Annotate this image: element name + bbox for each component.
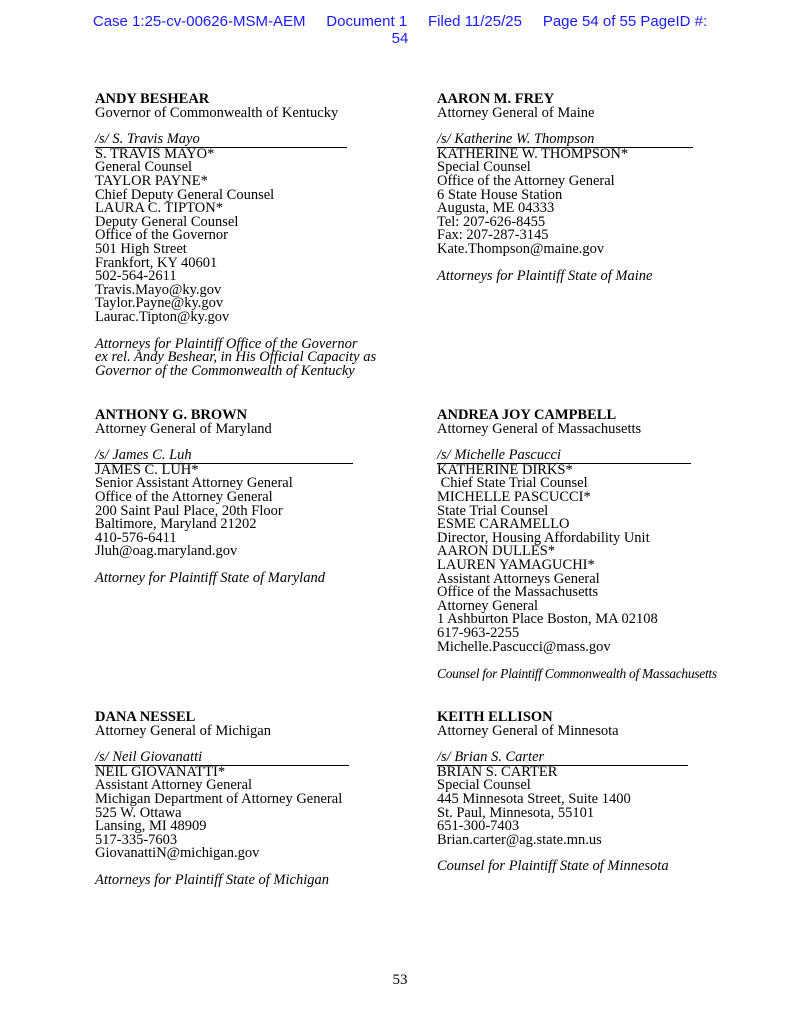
- detail-line: Chief State Trial Counsel: [437, 475, 588, 492]
- official-title: Governor of Commonwealth of Kentucky: [95, 104, 339, 121]
- detail-line: 501 High Street: [95, 240, 187, 257]
- email-line: Jluh@oag.maryland.gov: [95, 543, 238, 560]
- detail-line: Special Counsel: [437, 777, 531, 794]
- detail-line: Michigan Department of Attorney General: [95, 790, 343, 807]
- case-number: Case 1:25-cv-00626-MSM-AEM: [92, 13, 306, 30]
- detail-line: Tel: 207-626-8455: [437, 213, 546, 230]
- counsel-details: [95, 461, 425, 560]
- signature-line: /s/ S. Travis Mayo: [95, 133, 347, 148]
- detail-line: Frankfort, KY 40601: [95, 254, 218, 271]
- detail-line: Attorney General: [437, 597, 539, 614]
- detail-line: Baltimore, Maryland 21202: [95, 516, 257, 533]
- detail-line: General Counsel: [95, 159, 193, 176]
- email-line: Laurac.Tipton@ky.gov: [95, 308, 230, 325]
- official-name: KEITH ELLISON: [437, 709, 553, 725]
- signature-line: /s/ Brian S. Carter: [437, 751, 688, 766]
- signature-line: /s/ Neil Giovanatti: [95, 751, 349, 766]
- signature-block-maryland: [95, 409, 425, 586]
- email-line: Taylor.Payne@ky.gov: [95, 295, 224, 312]
- detail-line: LAURA C. TIPTON*: [95, 200, 223, 217]
- detail-line: 651-300-7403: [437, 818, 520, 835]
- detail-line: Deputy General Counsel: [95, 213, 239, 230]
- attorneys-for-line: Attorneys for Plaintiff Office of the Governor: [95, 335, 358, 352]
- detail-line: Assistant Attorneys General: [437, 570, 600, 587]
- detail-line: Office of the Attorney General: [95, 488, 273, 505]
- signature-line: /s/ Katherine W. Thompson: [437, 133, 693, 148]
- attorneys-for-line: Attorneys for Plaintiff State of Maine: [437, 267, 653, 284]
- attorneys-for: [437, 667, 767, 681]
- official-title: Attorney General of Maine: [437, 104, 595, 121]
- signature-block-kentucky: [95, 93, 425, 378]
- official-title: Attorney General of Maryland: [95, 420, 272, 437]
- detail-line: 517-335-7603: [95, 831, 178, 848]
- detail-line: 6 State House Station: [437, 186, 563, 203]
- counsel-details: [437, 145, 767, 257]
- document-header: [0, 13, 800, 47]
- signature-block-michigan: [95, 711, 425, 888]
- filed-date: Filed 11/25/25: [428, 13, 522, 30]
- detail-line: Special Counsel: [437, 159, 531, 176]
- attorneys-for-line: Counsel for Plaintiff Commonwealth of Massachusetts: [437, 666, 717, 682]
- counsel-details: [95, 145, 425, 325]
- detail-line: Senior Assistant Attorney General: [95, 475, 293, 492]
- detail-line: Office of the Massachusetts: [437, 584, 599, 601]
- attorneys-for: [95, 871, 425, 888]
- email-line: Kate.Thompson@maine.gov: [437, 240, 605, 257]
- detail-line: Office of the Attorney General: [437, 172, 615, 189]
- official-name: DANA NESSEL: [95, 709, 196, 725]
- attorneys-for: [95, 569, 425, 586]
- attorneys-for: [437, 860, 767, 874]
- detail-line: KATHERINE W. THOMPSON*: [437, 145, 629, 162]
- page-id: 54: [391, 30, 409, 47]
- attorneys-for-line: Attorneys for Plaintiff State of Michigan: [95, 871, 329, 888]
- official-name: ANDREA JOY CAMPBELL: [437, 407, 617, 423]
- official-name: ANTHONY G. BROWN: [95, 407, 248, 423]
- signature-line: /s/ James C. Luh: [95, 449, 353, 464]
- detail-line: Augusta, ME 04333: [437, 200, 555, 217]
- detail-line: 200 Saint Paul Place, 20th Floor: [95, 502, 283, 519]
- detail-line: KATHERINE DIRKS*: [437, 461, 573, 478]
- detail-line: 502-564-2611: [95, 268, 177, 285]
- attorneys-for: [437, 267, 767, 284]
- detail-line: 1 Ashburton Place Boston, MA 02108: [437, 611, 658, 628]
- detail-line: JAMES C. LUH*: [95, 461, 199, 478]
- page-number: 53: [392, 972, 408, 988]
- official-title: Attorney General of Michigan: [95, 722, 271, 739]
- detail-line: Chief Deputy General Counsel: [95, 186, 275, 203]
- attorneys-for-line: Counsel for Plaintiff State of Minnesota: [437, 858, 669, 875]
- document-number: Document 1: [326, 13, 408, 30]
- signature-line: /s/ Michelle Pascucci: [437, 449, 691, 464]
- email-line: Travis.Mayo@ky.gov: [95, 281, 222, 298]
- detail-line: AARON DULLES*: [437, 543, 556, 560]
- detail-line: 410-576-6411: [95, 529, 177, 546]
- official-name: ANDY BESHEAR: [95, 91, 210, 107]
- detail-line: State Trial Counsel: [437, 502, 549, 519]
- email-line: GiovanattiN@michigan.gov: [95, 845, 260, 862]
- header-line: [0, 13, 800, 30]
- official-title: Attorney General of Massachusetts: [437, 420, 642, 437]
- detail-line: TAYLOR PAYNE*: [95, 172, 208, 189]
- detail-line: 445 Minnesota Street, Suite 1400: [437, 790, 631, 807]
- signature-block-massachusetts: [437, 409, 767, 681]
- counsel-details: [95, 763, 425, 862]
- detail-line: St. Paul, Minnesota, 55101: [437, 804, 595, 821]
- detail-line: 525 W. Ottawa: [95, 804, 182, 821]
- detail-line: Lansing, MI 48909: [95, 818, 207, 835]
- signature-block-minnesota: [437, 711, 767, 874]
- email-line: Michelle.Pascucci@mass.gov: [437, 638, 611, 655]
- detail-line: LAUREN YAMAGUCHI*: [437, 556, 595, 573]
- detail-line: ESME CARAMELLO: [437, 516, 570, 533]
- official-title: Attorney General of Minnesota: [437, 722, 619, 739]
- counsel-details: [437, 461, 767, 655]
- attorneys-for-line: Attorney for Plaintiff State of Maryland: [95, 569, 325, 586]
- official-name: AARON M. FREY: [437, 91, 555, 107]
- detail-line: S. TRAVIS MAYO*: [95, 145, 215, 162]
- detail-line: 617-963-2255: [437, 624, 520, 641]
- email-line: Brian.carter@ag.state.mn.us: [437, 831, 602, 848]
- attorneys-for-line: ex rel. Andy Beshear, in His Official Capacity as: [95, 349, 377, 366]
- detail-line: Assistant Attorney General: [95, 777, 253, 794]
- detail-line: Fax: 207-287-3145: [437, 227, 549, 244]
- detail-line: NEIL GIOVANATTI*: [95, 763, 226, 780]
- attorneys-for: [95, 335, 425, 379]
- counsel-details: [437, 763, 767, 848]
- detail-line: BRIAN S. CARTER: [437, 763, 558, 780]
- detail-line: Office of the Governor: [95, 227, 228, 244]
- detail-line: MICHELLE PASCUCCI*: [437, 488, 591, 505]
- detail-line: Director, Housing Affordability Unit: [437, 529, 650, 546]
- page-info: Page 54 of 55 PageID #:: [542, 13, 708, 30]
- attorneys-for-line: Governor of the Commonwealth of Kentucky: [95, 362, 355, 379]
- signature-block-maine: [437, 93, 767, 283]
